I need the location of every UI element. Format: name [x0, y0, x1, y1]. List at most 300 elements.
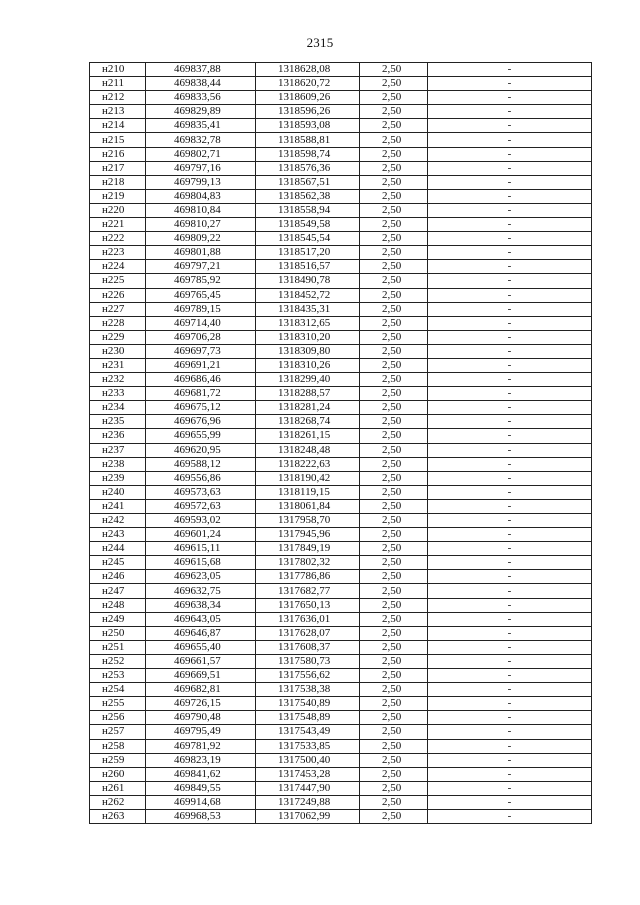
description-cell: -	[428, 429, 592, 443]
x-coordinate-cell: 469726,15	[146, 697, 256, 711]
x-coordinate-cell: 469804,83	[146, 189, 256, 203]
accuracy-cell: 2,50	[360, 387, 428, 401]
point-id-cell: н248	[90, 598, 146, 612]
point-id-cell: н245	[90, 556, 146, 570]
description-cell: -	[428, 316, 592, 330]
y-coordinate-cell: 1317543,49	[256, 725, 360, 739]
x-coordinate-cell: 469676,96	[146, 415, 256, 429]
point-id-cell: н215	[90, 133, 146, 147]
accuracy-cell: 2,50	[360, 147, 428, 161]
x-coordinate-cell: 469691,21	[146, 358, 256, 372]
description-cell: -	[428, 147, 592, 161]
x-coordinate-cell: 469556,86	[146, 471, 256, 485]
table-row	[90, 218, 592, 232]
description-cell: -	[428, 373, 592, 387]
description-cell: -	[428, 640, 592, 654]
accuracy-cell: 2,50	[360, 358, 428, 372]
table-row	[90, 344, 592, 358]
point-id-cell: н240	[90, 485, 146, 499]
point-id-cell: н239	[90, 471, 146, 485]
table-row	[90, 316, 592, 330]
x-coordinate-cell: 469829,89	[146, 105, 256, 119]
table-row	[90, 203, 592, 217]
y-coordinate-cell: 1317453,28	[256, 767, 360, 781]
point-id-cell: н224	[90, 260, 146, 274]
accuracy-cell: 2,50	[360, 429, 428, 443]
description-cell: -	[428, 739, 592, 753]
table-row	[90, 570, 592, 584]
x-coordinate-cell: 469643,05	[146, 612, 256, 626]
y-coordinate-cell: 1318576,36	[256, 161, 360, 175]
x-coordinate-cell: 469785,92	[146, 274, 256, 288]
point-id-cell: н259	[90, 753, 146, 767]
point-id-cell: н258	[90, 739, 146, 753]
description-cell: -	[428, 161, 592, 175]
y-coordinate-cell: 1317682,77	[256, 584, 360, 598]
point-id-cell: н257	[90, 725, 146, 739]
description-cell: -	[428, 809, 592, 823]
y-coordinate-cell: 1318309,80	[256, 344, 360, 358]
point-id-cell: н255	[90, 697, 146, 711]
table-row	[90, 795, 592, 809]
y-coordinate-cell: 1317500,40	[256, 753, 360, 767]
point-id-cell: н235	[90, 415, 146, 429]
table-row	[90, 669, 592, 683]
x-coordinate-cell: 469588,12	[146, 457, 256, 471]
y-coordinate-cell: 1317636,01	[256, 612, 360, 626]
table-row	[90, 161, 592, 175]
description-cell: -	[428, 232, 592, 246]
y-coordinate-cell: 1318061,84	[256, 499, 360, 513]
accuracy-cell: 2,50	[360, 711, 428, 725]
x-coordinate-cell: 469797,16	[146, 161, 256, 175]
description-cell: -	[428, 457, 592, 471]
point-id-cell: н249	[90, 612, 146, 626]
accuracy-cell: 2,50	[360, 542, 428, 556]
description-cell: -	[428, 218, 592, 232]
point-id-cell: н263	[90, 809, 146, 823]
x-coordinate-cell: 469669,51	[146, 669, 256, 683]
point-id-cell: н253	[90, 669, 146, 683]
x-coordinate-cell: 469810,84	[146, 203, 256, 217]
table-row	[90, 189, 592, 203]
table-row	[90, 91, 592, 105]
y-coordinate-cell: 1318312,65	[256, 316, 360, 330]
accuracy-cell: 2,50	[360, 485, 428, 499]
y-coordinate-cell: 1317548,89	[256, 711, 360, 725]
point-id-cell: н223	[90, 246, 146, 260]
point-id-cell: н236	[90, 429, 146, 443]
accuracy-cell: 2,50	[360, 514, 428, 528]
y-coordinate-cell: 1318609,26	[256, 91, 360, 105]
description-cell: -	[428, 330, 592, 344]
table-row	[90, 556, 592, 570]
x-coordinate-cell: 469681,72	[146, 387, 256, 401]
y-coordinate-cell: 1318620,72	[256, 77, 360, 91]
x-coordinate-cell: 469832,78	[146, 133, 256, 147]
point-id-cell: н230	[90, 344, 146, 358]
accuracy-cell: 2,50	[360, 443, 428, 457]
table-row	[90, 654, 592, 668]
description-cell: -	[428, 358, 592, 372]
accuracy-cell: 2,50	[360, 63, 428, 77]
table-row	[90, 260, 592, 274]
accuracy-cell: 2,50	[360, 77, 428, 91]
point-id-cell: н216	[90, 147, 146, 161]
y-coordinate-cell: 1318435,31	[256, 302, 360, 316]
accuracy-cell: 2,50	[360, 401, 428, 415]
y-coordinate-cell: 1318588,81	[256, 133, 360, 147]
point-id-cell: н227	[90, 302, 146, 316]
table-row	[90, 429, 592, 443]
table-row	[90, 767, 592, 781]
description-cell: -	[428, 260, 592, 274]
description-cell: -	[428, 133, 592, 147]
x-coordinate-cell: 469638,34	[146, 598, 256, 612]
description-cell: -	[428, 415, 592, 429]
table-row	[90, 640, 592, 654]
point-id-cell: н251	[90, 640, 146, 654]
description-cell: -	[428, 528, 592, 542]
y-coordinate-cell: 1317062,99	[256, 809, 360, 823]
point-id-cell: н262	[90, 795, 146, 809]
point-id-cell: н256	[90, 711, 146, 725]
point-id-cell: н238	[90, 457, 146, 471]
x-coordinate-cell: 469823,19	[146, 753, 256, 767]
x-coordinate-cell: 469809,22	[146, 232, 256, 246]
y-coordinate-cell: 1318310,20	[256, 330, 360, 344]
y-coordinate-cell: 1317786,86	[256, 570, 360, 584]
point-id-cell: н244	[90, 542, 146, 556]
description-cell: -	[428, 570, 592, 584]
table-row	[90, 63, 592, 77]
table-row	[90, 147, 592, 161]
y-coordinate-cell: 1318310,26	[256, 358, 360, 372]
description-cell: -	[428, 288, 592, 302]
accuracy-cell: 2,50	[360, 781, 428, 795]
accuracy-cell: 2,50	[360, 556, 428, 570]
y-coordinate-cell: 1317538,38	[256, 683, 360, 697]
description-cell: -	[428, 119, 592, 133]
accuracy-cell: 2,50	[360, 809, 428, 823]
x-coordinate-cell: 469849,55	[146, 781, 256, 795]
accuracy-cell: 2,50	[360, 91, 428, 105]
x-coordinate-cell: 469837,88	[146, 63, 256, 77]
accuracy-cell: 2,50	[360, 105, 428, 119]
accuracy-cell: 2,50	[360, 119, 428, 133]
y-coordinate-cell: 1318490,78	[256, 274, 360, 288]
x-coordinate-cell: 469686,46	[146, 373, 256, 387]
y-coordinate-cell: 1317540,89	[256, 697, 360, 711]
accuracy-cell: 2,50	[360, 232, 428, 246]
description-cell: -	[428, 105, 592, 119]
point-id-cell: н226	[90, 288, 146, 302]
point-id-cell: н232	[90, 373, 146, 387]
y-coordinate-cell: 1317608,37	[256, 640, 360, 654]
x-coordinate-cell: 469765,45	[146, 288, 256, 302]
x-coordinate-cell: 469914,68	[146, 795, 256, 809]
accuracy-cell: 2,50	[360, 471, 428, 485]
x-coordinate-cell: 469833,56	[146, 91, 256, 105]
table-row	[90, 401, 592, 415]
accuracy-cell: 2,50	[360, 218, 428, 232]
coordinates-table	[89, 62, 592, 824]
x-coordinate-cell: 469697,73	[146, 344, 256, 358]
accuracy-cell: 2,50	[360, 683, 428, 697]
table-row	[90, 246, 592, 260]
accuracy-cell: 2,50	[360, 161, 428, 175]
x-coordinate-cell: 469841,62	[146, 767, 256, 781]
coordinates-table-body	[90, 63, 592, 824]
description-cell: -	[428, 485, 592, 499]
table-row	[90, 781, 592, 795]
y-coordinate-cell: 1317580,73	[256, 654, 360, 668]
description-cell: -	[428, 471, 592, 485]
accuracy-cell: 2,50	[360, 640, 428, 654]
accuracy-cell: 2,50	[360, 189, 428, 203]
accuracy-cell: 2,50	[360, 626, 428, 640]
point-id-cell: н237	[90, 443, 146, 457]
description-cell: -	[428, 203, 592, 217]
point-id-cell: н211	[90, 77, 146, 91]
point-id-cell: н222	[90, 232, 146, 246]
table-row	[90, 288, 592, 302]
x-coordinate-cell: 469623,05	[146, 570, 256, 584]
table-row	[90, 542, 592, 556]
point-id-cell: н213	[90, 105, 146, 119]
description-cell: -	[428, 626, 592, 640]
x-coordinate-cell: 469601,24	[146, 528, 256, 542]
accuracy-cell: 2,50	[360, 725, 428, 739]
description-cell: -	[428, 189, 592, 203]
accuracy-cell: 2,50	[360, 499, 428, 513]
description-cell: -	[428, 387, 592, 401]
point-id-cell: н234	[90, 401, 146, 415]
point-id-cell: н221	[90, 218, 146, 232]
y-coordinate-cell: 1318248,48	[256, 443, 360, 457]
y-coordinate-cell: 1317802,32	[256, 556, 360, 570]
y-coordinate-cell: 1318516,57	[256, 260, 360, 274]
description-cell: -	[428, 669, 592, 683]
table-row	[90, 711, 592, 725]
x-coordinate-cell: 469838,44	[146, 77, 256, 91]
accuracy-cell: 2,50	[360, 654, 428, 668]
x-coordinate-cell: 469573,63	[146, 485, 256, 499]
x-coordinate-cell: 469675,12	[146, 401, 256, 415]
x-coordinate-cell: 469615,68	[146, 556, 256, 570]
accuracy-cell: 2,50	[360, 767, 428, 781]
y-coordinate-cell: 1318545,54	[256, 232, 360, 246]
table-row	[90, 471, 592, 485]
description-cell: -	[428, 697, 592, 711]
point-id-cell: н261	[90, 781, 146, 795]
y-coordinate-cell: 1318593,08	[256, 119, 360, 133]
y-coordinate-cell: 1317447,90	[256, 781, 360, 795]
x-coordinate-cell: 469797,21	[146, 260, 256, 274]
point-id-cell: н220	[90, 203, 146, 217]
table-row	[90, 499, 592, 513]
table-row	[90, 514, 592, 528]
description-cell: -	[428, 63, 592, 77]
accuracy-cell: 2,50	[360, 697, 428, 711]
accuracy-cell: 2,50	[360, 753, 428, 767]
point-id-cell: н218	[90, 175, 146, 189]
table-row	[90, 105, 592, 119]
accuracy-cell: 2,50	[360, 528, 428, 542]
y-coordinate-cell: 1318598,74	[256, 147, 360, 161]
x-coordinate-cell: 469795,49	[146, 725, 256, 739]
accuracy-cell: 2,50	[360, 598, 428, 612]
description-cell: -	[428, 781, 592, 795]
y-coordinate-cell: 1317628,07	[256, 626, 360, 640]
table-row	[90, 77, 592, 91]
description-cell: -	[428, 443, 592, 457]
y-coordinate-cell: 1318558,94	[256, 203, 360, 217]
y-coordinate-cell: 1318222,63	[256, 457, 360, 471]
point-id-cell: н217	[90, 161, 146, 175]
x-coordinate-cell: 469802,71	[146, 147, 256, 161]
point-id-cell: н246	[90, 570, 146, 584]
table-row	[90, 133, 592, 147]
x-coordinate-cell: 469799,13	[146, 175, 256, 189]
accuracy-cell: 2,50	[360, 133, 428, 147]
x-coordinate-cell: 469714,40	[146, 316, 256, 330]
x-coordinate-cell: 469789,15	[146, 302, 256, 316]
x-coordinate-cell: 469632,75	[146, 584, 256, 598]
table-row	[90, 457, 592, 471]
point-id-cell: н250	[90, 626, 146, 640]
table-row	[90, 725, 592, 739]
y-coordinate-cell: 1318299,40	[256, 373, 360, 387]
accuracy-cell: 2,50	[360, 570, 428, 584]
accuracy-cell: 2,50	[360, 739, 428, 753]
accuracy-cell: 2,50	[360, 415, 428, 429]
x-coordinate-cell: 469620,95	[146, 443, 256, 457]
y-coordinate-cell: 1317249,88	[256, 795, 360, 809]
y-coordinate-cell: 1318517,20	[256, 246, 360, 260]
x-coordinate-cell: 469801,88	[146, 246, 256, 260]
point-id-cell: н225	[90, 274, 146, 288]
accuracy-cell: 2,50	[360, 260, 428, 274]
y-coordinate-cell: 1318288,57	[256, 387, 360, 401]
point-id-cell: н233	[90, 387, 146, 401]
point-id-cell: н260	[90, 767, 146, 781]
description-cell: -	[428, 767, 592, 781]
y-coordinate-cell: 1318281,24	[256, 401, 360, 415]
accuracy-cell: 2,50	[360, 457, 428, 471]
description-cell: -	[428, 344, 592, 358]
point-id-cell: н229	[90, 330, 146, 344]
x-coordinate-cell: 469790,48	[146, 711, 256, 725]
y-coordinate-cell: 1317533,85	[256, 739, 360, 753]
description-cell: -	[428, 499, 592, 513]
table-row	[90, 683, 592, 697]
y-coordinate-cell: 1318119,15	[256, 485, 360, 499]
table-row	[90, 387, 592, 401]
description-cell: -	[428, 274, 592, 288]
accuracy-cell: 2,50	[360, 203, 428, 217]
x-coordinate-cell: 469593,02	[146, 514, 256, 528]
accuracy-cell: 2,50	[360, 344, 428, 358]
table-row	[90, 373, 592, 387]
table-row	[90, 358, 592, 372]
y-coordinate-cell: 1318190,42	[256, 471, 360, 485]
description-cell: -	[428, 612, 592, 626]
description-cell: -	[428, 556, 592, 570]
accuracy-cell: 2,50	[360, 584, 428, 598]
description-cell: -	[428, 598, 592, 612]
description-cell: -	[428, 753, 592, 767]
point-id-cell: н214	[90, 119, 146, 133]
table-row	[90, 232, 592, 246]
y-coordinate-cell: 1318562,38	[256, 189, 360, 203]
x-coordinate-cell: 469655,40	[146, 640, 256, 654]
point-id-cell: н241	[90, 499, 146, 513]
y-coordinate-cell: 1317849,19	[256, 542, 360, 556]
accuracy-cell: 2,50	[360, 373, 428, 387]
description-cell: -	[428, 683, 592, 697]
y-coordinate-cell: 1318452,72	[256, 288, 360, 302]
point-id-cell: н252	[90, 654, 146, 668]
accuracy-cell: 2,50	[360, 274, 428, 288]
table-row	[90, 415, 592, 429]
x-coordinate-cell: 469646,87	[146, 626, 256, 640]
point-id-cell: н243	[90, 528, 146, 542]
accuracy-cell: 2,50	[360, 316, 428, 330]
y-coordinate-cell: 1317958,70	[256, 514, 360, 528]
accuracy-cell: 2,50	[360, 612, 428, 626]
table-row	[90, 612, 592, 626]
point-id-cell: н242	[90, 514, 146, 528]
y-coordinate-cell: 1317945,96	[256, 528, 360, 542]
x-coordinate-cell: 469682,81	[146, 683, 256, 697]
accuracy-cell: 2,50	[360, 302, 428, 316]
point-id-cell: н228	[90, 316, 146, 330]
x-coordinate-cell: 469572,63	[146, 499, 256, 513]
table-row	[90, 584, 592, 598]
table-row	[90, 485, 592, 499]
y-coordinate-cell: 1318268,74	[256, 415, 360, 429]
description-cell: -	[428, 302, 592, 316]
y-coordinate-cell: 1317650,13	[256, 598, 360, 612]
table-row	[90, 330, 592, 344]
x-coordinate-cell: 469655,99	[146, 429, 256, 443]
table-row	[90, 598, 592, 612]
table-row	[90, 753, 592, 767]
point-id-cell: н210	[90, 63, 146, 77]
description-cell: -	[428, 514, 592, 528]
accuracy-cell: 2,50	[360, 175, 428, 189]
description-cell: -	[428, 542, 592, 556]
description-cell: -	[428, 711, 592, 725]
x-coordinate-cell: 469615,11	[146, 542, 256, 556]
accuracy-cell: 2,50	[360, 669, 428, 683]
table-row	[90, 274, 592, 288]
x-coordinate-cell: 469810,27	[146, 218, 256, 232]
x-coordinate-cell: 469706,28	[146, 330, 256, 344]
page-number: 2315	[306, 35, 334, 50]
table-row	[90, 119, 592, 133]
accuracy-cell: 2,50	[360, 288, 428, 302]
description-cell: -	[428, 175, 592, 189]
table-row	[90, 528, 592, 542]
description-cell: -	[428, 77, 592, 91]
y-coordinate-cell: 1318628,08	[256, 63, 360, 77]
table-row	[90, 626, 592, 640]
table-row	[90, 443, 592, 457]
accuracy-cell: 2,50	[360, 246, 428, 260]
description-cell: -	[428, 654, 592, 668]
